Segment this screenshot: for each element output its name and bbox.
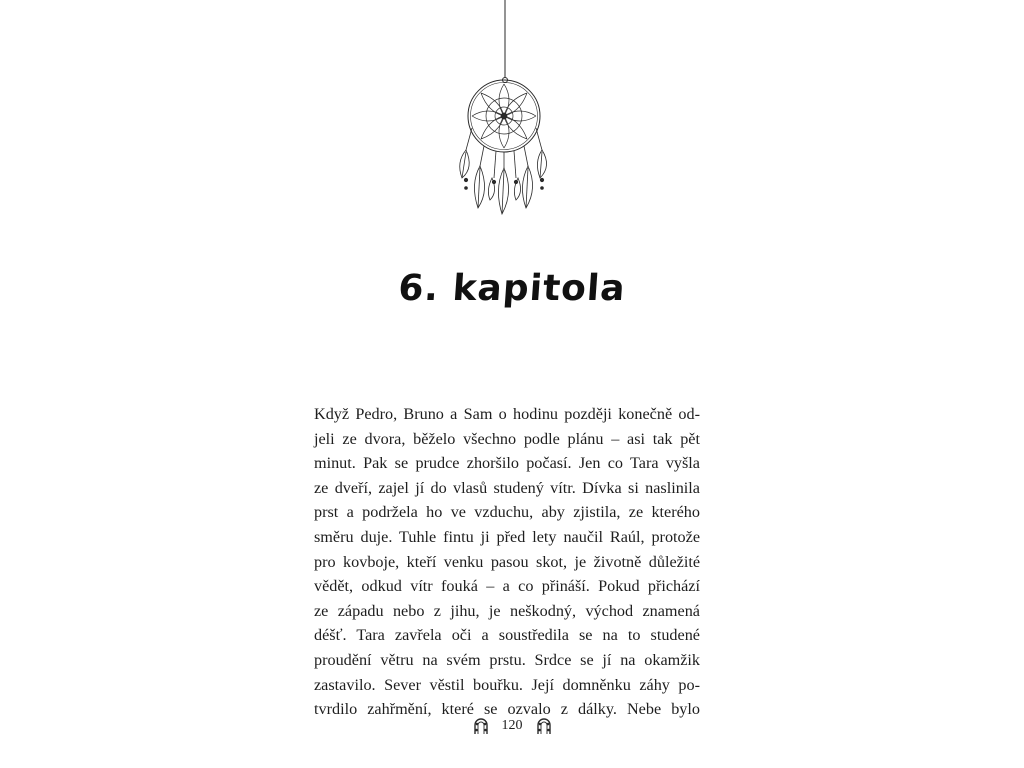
text-line: vědět, odkud vítr fouká – a co přináší. Pokud přichází — [314, 577, 700, 596]
text-line: směru duje. Tuhle fintu ji před lety naučil Raúl, protože — [314, 527, 700, 546]
page-number: 120 — [501, 718, 523, 733]
text-line: minut. Pak se prudce zhoršilo počasí. Jen co Tara vyšla — [314, 454, 700, 473]
horseshoe-icon — [533, 715, 555, 737]
text-line: jeli ze dvora, běželo všechno podle plánu – asi tak pět — [314, 429, 700, 448]
chapter-title: 6. kapitola — [396, 268, 628, 309]
text-line: déšť. Tara zavřela oči a soustředila se na to studené — [314, 626, 700, 645]
text-line: zastavilo. Sever věstil bouřku. Její domněnku záhy po- — [314, 675, 700, 694]
text-line: tvrdilo zahřmění, které se ozvalo z dálky. Nebe bylo — [314, 700, 700, 719]
dreamcatcher-icon — [452, 0, 556, 222]
text-line: ze západu nebo z jihu, je neškodný, východ znamená — [314, 601, 700, 620]
chapter-body — [314, 402, 700, 722]
page-footer — [0, 710, 1024, 742]
text-line: prst a podržela ho ve vzduchu, aby zjistila, ze kterého — [314, 503, 700, 522]
text-line: proudění větru na svém prstu. Srdce se jí na okamžik — [314, 650, 700, 669]
text-line: pro kovboje, kteří venku pasou skot, je životně důležité — [314, 552, 700, 571]
text-line: Když Pedro, Bruno a Sam o hodinu později konečně od- — [314, 405, 700, 423]
text-line: ze dveří, zajel jí do vlasů studený vítr. Dívka si naslinila — [314, 478, 700, 497]
horseshoe-icon — [470, 715, 492, 737]
